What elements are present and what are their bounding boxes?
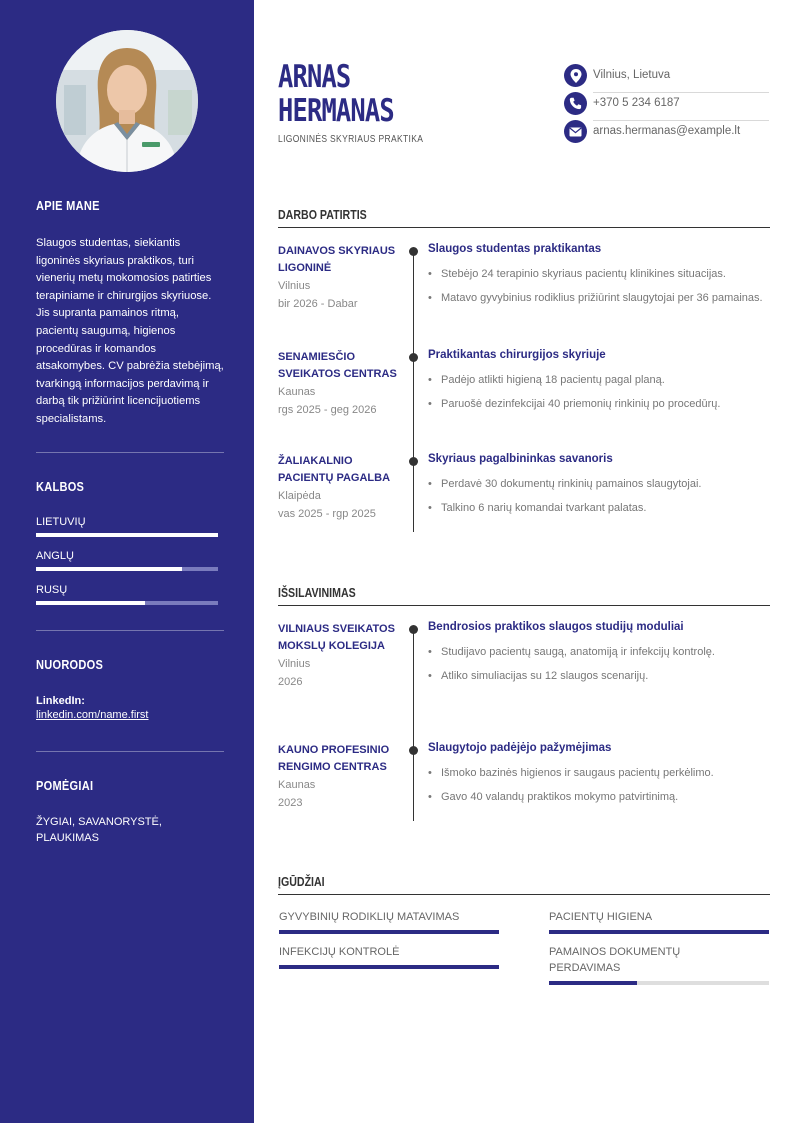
bullet-item: • Išmoko bazinės higienos ir saugaus pacientų perkėlimo. (428, 765, 770, 781)
entry-city: Kaunas (278, 779, 316, 791)
entry-role: Slaugytojo padėjėjo pažymėjimas (428, 742, 612, 754)
links-section (36, 657, 224, 721)
skills-heading-text: ĮGŪDŽIAI (278, 875, 325, 889)
language-level-bar (36, 601, 218, 605)
hobbies-heading: POMĖGIAI (36, 778, 94, 793)
profile-photo-illustration (56, 30, 198, 172)
entry-city: Vilnius (278, 658, 311, 670)
profile-photo (56, 30, 198, 172)
language-level-bar (36, 533, 218, 537)
entry-dates: bir 2026 - Dabar (278, 298, 358, 310)
about-text: Slaugos studentas, siekiantis ligoninės skyriaus praktikos, turi vienerių metų mokomosios patirties terapiniame ir chirurgijos skyriuose. Jis supranta pamainos ritmą, pacientų saugumą, higienos procedūras ir komandos atsakomybes. CV pabrėžia stebėjimą, tvarkingą informacijos perdavimą ir darbą tik prižiūrint licencijuotiems specialistams. (36, 237, 224, 425)
entry-dates: rgs 2025 - geg 2026 (278, 404, 377, 416)
bullet-item: • Perdavė 30 dokumentų rinkinių pamainos slaugytojai. (428, 476, 770, 492)
phone-icon (564, 92, 587, 115)
skill-level-bar (279, 965, 499, 969)
skill-item (549, 909, 769, 934)
contact-location (564, 64, 769, 92)
last-name: HERMANAS (278, 93, 394, 129)
skill-item (279, 944, 499, 969)
entry-bullets (428, 476, 770, 524)
entry-dates: 2023 (278, 797, 303, 809)
about-heading: APIE MANE (36, 198, 100, 213)
entry-organization: DAINAVOS SKYRIAUS LIGONINĖ (278, 245, 396, 274)
contact-email (564, 120, 769, 148)
entry-organization: VILNIAUS SVEIKATOS MOKSLŲ KOLEGIJA (278, 623, 395, 652)
skill-item (549, 944, 769, 985)
bullet-item: • Stebėjo 24 terapinio skyriaus pacientų klinikines situacijas. (428, 266, 770, 282)
contact-phone (564, 92, 769, 120)
entry-role: Skyriaus pagalbininkas savanoris (428, 453, 613, 465)
location-text: Vilnius, Lietuva (593, 69, 671, 81)
timeline-dot (409, 457, 418, 466)
candidate-subtitle: LIGONINĖS SKYRIAUS PRAKTIKA (278, 134, 424, 145)
entry-role: Slaugos studentas praktikantas (428, 243, 602, 255)
links-heading: NUORODOS (36, 657, 104, 672)
entry-role: Bendrosios praktikos slaugos studijų moduliai (428, 621, 684, 633)
education-heading (278, 584, 770, 606)
entry-bullets (428, 644, 770, 692)
candidate-name (278, 60, 394, 128)
language-level-bar (36, 567, 218, 571)
skill-name: PAMAINOS DOKUMENTŲ PERDAVIMAS (549, 946, 681, 974)
email-text[interactable]: arnas.hermanas@example.lt (593, 125, 741, 137)
phone-text: +370 5 234 6187 (593, 97, 680, 109)
timeline-dot (409, 353, 418, 362)
language-name: ANGLŲ (36, 550, 74, 562)
entry-bullets (428, 372, 770, 420)
skill-name: PACIENTŲ HIGIENA (549, 911, 653, 923)
languages-section (36, 479, 224, 609)
skill-level-bar (279, 930, 499, 934)
language-name: RUSŲ (36, 584, 68, 596)
linkedin-label: LinkedIn: (36, 695, 85, 707)
languages-heading: KALBOS (36, 479, 85, 494)
sidebar-divider (36, 630, 224, 631)
location-pin-icon (564, 64, 587, 87)
bullet-item: • Paruošė dezinfekcijai 40 priemonių rinkinių po procedūrų. (428, 396, 770, 412)
bullet-item: • Studijavo pacientų saugą, anatomiją ir infekcijų kontrolę. (428, 644, 770, 660)
skill-level-bar (549, 930, 769, 934)
entry-city: Kaunas (278, 386, 316, 398)
timeline-dot (409, 247, 418, 256)
sidebar-divider (36, 452, 224, 453)
sidebar-divider (36, 751, 224, 752)
hobbies-section (36, 778, 224, 846)
bullet-item: • Matavo gyvybinius rodiklius prižiūrint slaugytojai per 36 pamainas. (428, 290, 770, 306)
timeline-dot (409, 625, 418, 634)
entry-dates: vas 2025 - rgp 2025 (278, 508, 376, 520)
experience-heading-text: DARBO PATIRTIS (278, 208, 367, 222)
sidebar (0, 0, 254, 1123)
first-name: ARNAS (278, 59, 351, 95)
entry-organization: SENAMIESČIO SVEIKATOS CENTRAS (278, 351, 397, 380)
about-body (36, 235, 224, 429)
language-name: LIETUVIŲ (36, 516, 86, 528)
timeline-dot (409, 746, 418, 755)
entry-bullets (428, 266, 770, 314)
entry-city: Klaipėda (278, 490, 321, 502)
bullet-item: • Atliko simuliacijas su 12 slaugos scenarijų. (428, 668, 770, 684)
entry-role: Praktikantas chirurgijos skyriuje (428, 349, 606, 361)
entry-city: Vilnius (278, 280, 311, 292)
entry-bullets (428, 765, 770, 813)
envelope-icon (564, 120, 587, 143)
bullet-item: • Padėjo atlikti higieną 18 pacientų pagal planą. (428, 372, 770, 388)
linkedin-link[interactable]: linkedin.com/name.first (36, 709, 149, 721)
about-section (36, 198, 224, 213)
education-timeline-line (413, 629, 414, 821)
hobbies-text: ŽYGIAI, SAVANORYSTĖ, PLAUKIMAS (36, 816, 162, 844)
skill-level-bar (549, 981, 769, 985)
experience-timeline-line (413, 251, 414, 532)
skill-name: GYVYBINIŲ RODIKLIŲ MATAVIMAS (279, 911, 460, 923)
skill-item (279, 909, 499, 934)
entry-dates: 2026 (278, 676, 303, 688)
entry-organization: KAUNO PROFESINIO RENGIMO CENTRAS (278, 744, 390, 773)
experience-heading (278, 206, 770, 228)
entry-organization: ŽALIAKALNIO PACIENTŲ PAGALBA (278, 455, 391, 484)
skills-heading (278, 873, 770, 895)
education-heading-text: IŠSILAVINIMAS (278, 586, 356, 600)
bullet-item: • Talkino 6 narių komandai tvarkant palatas. (428, 500, 770, 516)
skill-name: INFEKCIJŲ KONTROLĖ (279, 946, 400, 958)
bullet-item: • Gavo 40 valandų praktikos mokymo patvirtinimą. (428, 789, 770, 805)
